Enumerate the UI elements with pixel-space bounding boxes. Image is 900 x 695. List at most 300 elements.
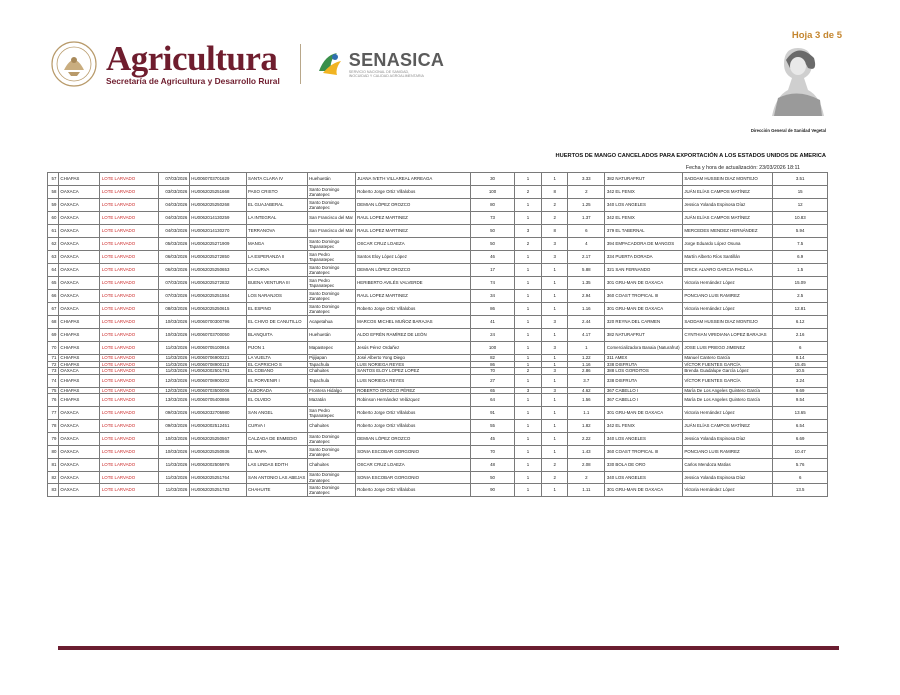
table-row bbox=[48, 342, 828, 355]
municipality-cell: Santo Domingo Zanatepec bbox=[307, 484, 355, 497]
orchard-name-cell: LA CURVA bbox=[246, 264, 307, 277]
packer-cell: 367 CABELLO I bbox=[605, 394, 682, 407]
hectares-cell: 70 bbox=[471, 446, 515, 459]
packer-cell: 338 DISFRUTA bbox=[605, 361, 682, 368]
col-a-cell: 1 bbox=[514, 355, 541, 362]
date-cell: 06/03/2026 bbox=[159, 251, 190, 264]
municipality-cell: Frontera Hidalgo bbox=[307, 387, 355, 394]
status-cell: LOTE LARVADO bbox=[100, 303, 159, 316]
hectares-cell: 73 bbox=[471, 212, 515, 225]
logo-divider bbox=[300, 44, 301, 84]
col-b-cell: 1 bbox=[542, 407, 568, 420]
state-cell: OAXACA bbox=[58, 420, 99, 433]
state-cell: CHIAPAS bbox=[58, 342, 99, 355]
col-a-cell: 2 bbox=[514, 368, 541, 375]
state-cell: OAXACA bbox=[58, 433, 99, 446]
status-cell: LOTE LARVADO bbox=[100, 407, 159, 420]
packer-cell: 367 CABELLO I bbox=[605, 387, 682, 394]
page-number: Hoja 3 de 5 bbox=[791, 30, 842, 41]
technician-cell: Jorge Eduardo López Osuna bbox=[682, 238, 773, 251]
status-cell: LOTE LARVADO bbox=[100, 472, 159, 484]
tons-cell: 10.47 bbox=[773, 446, 828, 459]
document-title: HUERTOS DE MANGO CANCELADOS PARA EXPORTACIÓN A LOS ESTADOS UNIDOS DE AMERICA bbox=[555, 153, 826, 159]
packer-cell: 330 BOLA DE ORO bbox=[605, 459, 682, 472]
date-cell: 12/03/2026 bbox=[159, 374, 190, 387]
row-number-cell: 65 bbox=[48, 277, 59, 290]
col-a-cell: 1 bbox=[514, 264, 541, 277]
table-row bbox=[48, 303, 828, 316]
hectares-cell: 65 bbox=[471, 387, 515, 394]
status-cell: LOTE LARVADO bbox=[100, 225, 159, 238]
status-cell: LOTE LARVADO bbox=[100, 238, 159, 251]
col-a-cell: 3 bbox=[514, 387, 541, 394]
senasica-title: SENASICA bbox=[348, 49, 445, 70]
row-number-cell: 60 bbox=[48, 212, 59, 225]
orchard-code-cell: HU0062002501791 bbox=[189, 368, 246, 375]
status-cell: LOTE LARVADO bbox=[100, 316, 159, 329]
producer-cell: SANTOS ELOY LOPEZ LOPEZ bbox=[355, 368, 471, 375]
col-a-cell: 1 bbox=[514, 303, 541, 316]
orchard-code-cell: HU0062025272832 bbox=[189, 277, 246, 290]
tons-cell: 2.5 bbox=[773, 290, 828, 303]
technician-cell: VÍCTOR FUENTES GARCÍA bbox=[682, 374, 773, 387]
orchard-name-cell: EL CHIVO DE CANUTILLO bbox=[246, 316, 307, 329]
technician-cell: Victoria Hernández López bbox=[682, 484, 773, 497]
table-row bbox=[48, 290, 828, 303]
col-a-cell: 1 bbox=[514, 342, 541, 355]
row-number-cell: 66 bbox=[48, 290, 59, 303]
orchard-code-cell: HU0062032705980 bbox=[189, 407, 246, 420]
technician-cell: María De Los Angeles Quintero García bbox=[682, 387, 773, 394]
producer-cell: Roberto Jorge Ortiz Villalobos bbox=[355, 186, 471, 199]
row-number-cell: 75 bbox=[48, 387, 59, 394]
technician-cell: SADDAM HUSSEIN DIAZ MONTEJO bbox=[682, 173, 773, 186]
col-b-cell: 3 bbox=[542, 342, 568, 355]
tons-cell: 6 bbox=[773, 472, 828, 484]
hectares-cell: 24 bbox=[471, 329, 515, 342]
col-b-cell: 1 bbox=[542, 329, 568, 342]
producer-cell: DEMIAN LÓPEZ OROZCO bbox=[355, 433, 471, 446]
packer-cell: 301 GRU-MAN DE OAXACA bbox=[605, 303, 682, 316]
packer-cell: 382 NATURAFRUT bbox=[605, 329, 682, 342]
date-cell: 11/03/2026 bbox=[159, 484, 190, 497]
table-row bbox=[48, 433, 828, 446]
orchard-name-cell: SAN ANTONIO LAS ABEJAS bbox=[246, 472, 307, 484]
tons-cell: 6.54 bbox=[773, 420, 828, 433]
technician-cell: SADDAM HUSSEIN DIAZ MONTEJO bbox=[682, 316, 773, 329]
packer-cell: 340 LOS ANGELES bbox=[605, 472, 682, 484]
percent-cell: 3.33 bbox=[568, 173, 605, 186]
municipality-cell: Huehuetán bbox=[307, 329, 355, 342]
hectares-cell: 80 bbox=[471, 199, 515, 212]
tons-cell: 3.24 bbox=[773, 374, 828, 387]
col-b-cell: 1 bbox=[542, 484, 568, 497]
status-cell: LOTE LARVADO bbox=[100, 342, 159, 355]
technician-cell: PONCIANO LUIS RAMIREZ bbox=[682, 290, 773, 303]
status-cell: LOTE LARVADO bbox=[100, 186, 159, 199]
table-row bbox=[48, 173, 828, 186]
row-number-cell: 71 bbox=[48, 355, 59, 362]
orchard-name-cell: LA INTEGRAL bbox=[246, 212, 307, 225]
col-b-cell: 3 bbox=[542, 251, 568, 264]
percent-cell: 4 bbox=[568, 238, 605, 251]
status-cell: LOTE LARVADO bbox=[100, 290, 159, 303]
municipality-cell: Chahuites bbox=[307, 420, 355, 433]
table-row bbox=[48, 472, 828, 484]
hectares-cell: 70 bbox=[471, 368, 515, 375]
state-cell: CHIAPAS bbox=[58, 316, 99, 329]
technician-cell: Jessica Yolanda Espinosa Díaz bbox=[682, 199, 773, 212]
producer-cell: José Alberto Yong Diego bbox=[355, 355, 471, 362]
table-row bbox=[48, 459, 828, 472]
orchard-name-cell: PASO CRISTO bbox=[246, 186, 307, 199]
col-a-cell: 1 bbox=[514, 433, 541, 446]
row-number-cell: 69 bbox=[48, 329, 59, 342]
tons-cell: 13.65 bbox=[773, 407, 828, 420]
table-row bbox=[48, 212, 828, 225]
date-cell: 10/03/2026 bbox=[159, 316, 190, 329]
orchard-code-cell: HU0062025272850 bbox=[189, 251, 246, 264]
orchard-code-cell: HU0062025250615 bbox=[189, 303, 246, 316]
technician-cell: VÍCTOR FUENTES GARCÍA bbox=[682, 361, 773, 368]
orchard-code-cell: HU0060708900113 bbox=[189, 361, 246, 368]
state-cell: OAXACA bbox=[58, 407, 99, 420]
orchard-code-cell: HU0062025251764 bbox=[189, 472, 246, 484]
date-cell: 11/03/2026 bbox=[159, 459, 190, 472]
orchard-name-cell: EL OLVIDO bbox=[246, 394, 307, 407]
packer-cell: 342 EL FENIX bbox=[605, 186, 682, 199]
packer-cell: 338 DISFRUTA bbox=[605, 374, 682, 387]
col-a-cell: 1 bbox=[514, 316, 541, 329]
status-cell: LOTE LARVADO bbox=[100, 173, 159, 186]
orchard-name-cell: EL COBANO bbox=[246, 368, 307, 375]
municipality-cell: Chahuites bbox=[307, 459, 355, 472]
producer-cell: RAUL LOPEZ MARTINEZ bbox=[355, 212, 471, 225]
technician-cell: ERICK ALVARO GARCIA PADILLA bbox=[682, 264, 773, 277]
state-cell: OAXACA bbox=[58, 472, 99, 484]
producer-cell: LUIS NORIEGA REYES bbox=[355, 374, 471, 387]
municipality-cell: Chahuites bbox=[307, 368, 355, 375]
producer-cell: LUIS NORIEGA REYES bbox=[355, 361, 471, 368]
col-b-cell: 1 bbox=[542, 420, 568, 433]
status-cell: LOTE LARVADO bbox=[100, 394, 159, 407]
date-cell: 10/03/2026 bbox=[159, 329, 190, 342]
producer-cell: Roberto Jorge Ortiz Villalobos bbox=[355, 420, 471, 433]
tons-cell: 10.83 bbox=[773, 212, 828, 225]
producer-cell: RAUL LOPEZ MARTINEZ bbox=[355, 290, 471, 303]
row-number-cell: 72 bbox=[48, 361, 59, 368]
technician-cell: Jessica Yolanda Espinosa Díaz bbox=[682, 433, 773, 446]
orchard-name-cell: SANTA CLARA IV bbox=[246, 173, 307, 186]
row-number-cell: 68 bbox=[48, 316, 59, 329]
percent-cell: 2.44 bbox=[568, 316, 605, 329]
municipality-cell: Santo Domingo Tapanatepec bbox=[307, 238, 355, 251]
col-b-cell: 2 bbox=[542, 459, 568, 472]
col-b-cell: 8 bbox=[542, 225, 568, 238]
technician-cell: JUÁN ELÍAS CAMPOS MATÍNEZ bbox=[682, 212, 773, 225]
table-row bbox=[48, 199, 828, 212]
orchard-code-cell: HU0062025251668 bbox=[189, 186, 246, 199]
tons-cell: 1.5 bbox=[773, 264, 828, 277]
col-b-cell: 1 bbox=[542, 173, 568, 186]
orchard-code-cell: HU0062025271909 bbox=[189, 238, 246, 251]
tons-cell: 15.09 bbox=[773, 277, 828, 290]
municipality-cell: Santo Domingo Zanatepec bbox=[307, 290, 355, 303]
status-cell: LOTE LARVADO bbox=[100, 264, 159, 277]
row-number-cell: 70 bbox=[48, 342, 59, 355]
orchard-code-cell: HU0062025250567 bbox=[189, 433, 246, 446]
hectares-cell: 100 bbox=[471, 342, 515, 355]
percent-cell: 4.62 bbox=[568, 387, 605, 394]
col-b-cell: 3 bbox=[542, 368, 568, 375]
tons-cell: 5.94 bbox=[773, 225, 828, 238]
hectares-cell: 41 bbox=[471, 316, 515, 329]
orchard-name-cell: EL GUAJABERAL bbox=[246, 199, 307, 212]
col-b-cell: 3 bbox=[542, 316, 568, 329]
packer-cell: 301 GRU-MAN DE OAXACA bbox=[605, 484, 682, 497]
row-number-cell: 83 bbox=[48, 484, 59, 497]
tons-cell: 9.54 bbox=[773, 394, 828, 407]
hectares-cell: 55 bbox=[471, 420, 515, 433]
producer-cell: MARCOS MICHEL MUÑOZ BARAJAS bbox=[355, 316, 471, 329]
producer-cell: Santos Eloy López López bbox=[355, 251, 471, 264]
date-cell: 10/03/2026 bbox=[159, 446, 190, 459]
row-number-cell: 81 bbox=[48, 459, 59, 472]
cancelled-orchards-table bbox=[47, 172, 828, 497]
producer-cell: RAUL LOPEZ MARTINEZ bbox=[355, 225, 471, 238]
technician-cell: JUÁN ELÍAS CAMPOS MATÍNEZ bbox=[682, 186, 773, 199]
date-cell: 03/03/2026 bbox=[159, 186, 190, 199]
orchard-code-cell: HU0060708900202 bbox=[189, 374, 246, 387]
orchard-code-cell: HU0060705100916 bbox=[189, 342, 246, 355]
percent-cell: 2.17 bbox=[568, 251, 605, 264]
agricultura-brand bbox=[106, 39, 280, 86]
orchard-code-cell: HU0062025251783 bbox=[189, 484, 246, 497]
row-number-cell: 62 bbox=[48, 238, 59, 251]
row-number-cell: 64 bbox=[48, 264, 59, 277]
tons-cell: 3.51 bbox=[773, 173, 828, 186]
status-cell: LOTE LARVADO bbox=[100, 277, 159, 290]
orchard-code-cell: HU0062002505976 bbox=[189, 459, 246, 472]
percent-cell: 5.88 bbox=[568, 264, 605, 277]
tons-cell: 15 bbox=[773, 186, 828, 199]
percent-cell: 2.22 bbox=[568, 433, 605, 446]
col-b-cell: 1 bbox=[542, 290, 568, 303]
status-cell: LOTE LARVADO bbox=[100, 355, 159, 362]
col-b-cell: 1 bbox=[542, 277, 568, 290]
date-cell: 04/03/2026 bbox=[159, 212, 190, 225]
date-cell: 11/03/2026 bbox=[159, 368, 190, 375]
technician-cell: Carlos Mendoza Matías bbox=[682, 459, 773, 472]
percent-cell: 1.16 bbox=[568, 303, 605, 316]
orchard-name-cell: EL ESPINO bbox=[246, 303, 307, 316]
municipality-cell: Santo Domingo Zanatepec bbox=[307, 303, 355, 316]
date-cell: 07/03/2026 bbox=[159, 277, 190, 290]
col-a-cell: 1 bbox=[514, 459, 541, 472]
state-cell: OAXACA bbox=[58, 212, 99, 225]
state-cell: OAXACA bbox=[58, 484, 99, 497]
table-row bbox=[48, 277, 828, 290]
tons-cell: 8.14 bbox=[773, 355, 828, 362]
col-b-cell: 3 bbox=[542, 387, 568, 394]
heroine-portrait-icon bbox=[768, 38, 828, 118]
date-cell: 12/03/2026 bbox=[159, 387, 190, 394]
technician-cell: Victoria Hernández López bbox=[682, 277, 773, 290]
row-number-cell: 82 bbox=[48, 472, 59, 484]
status-cell: LOTE LARVADO bbox=[100, 251, 159, 264]
municipality-cell: Mazatán bbox=[307, 394, 355, 407]
percent-cell: 2.94 bbox=[568, 290, 605, 303]
producer-cell: SONIA ESCOBAR GORGONIO bbox=[355, 472, 471, 484]
col-a-cell: 1 bbox=[514, 374, 541, 387]
state-cell: CHIAPAS bbox=[58, 173, 99, 186]
state-cell: OAXACA bbox=[58, 368, 99, 375]
col-a-cell: 2 bbox=[514, 238, 541, 251]
technician-cell: JUÁN ELÍAS CAMPOS MATÍNEZ bbox=[682, 420, 773, 433]
municipality-cell: Santo Domingo Zanatepec bbox=[307, 264, 355, 277]
packer-cell: 311 AMEX bbox=[605, 355, 682, 362]
orchard-name-cell: BUENA VENTURA III bbox=[246, 277, 307, 290]
table-row bbox=[48, 264, 828, 277]
state-cell: OAXACA bbox=[58, 238, 99, 251]
hectares-cell: 50 bbox=[471, 225, 515, 238]
tons-cell: 10.5 bbox=[773, 368, 828, 375]
col-b-cell: 8 bbox=[542, 186, 568, 199]
orchard-name-cell: CALZADA DE ENMEDIO bbox=[246, 433, 307, 446]
state-cell: CHIAPAS bbox=[58, 387, 99, 394]
col-a-cell: 1 bbox=[514, 420, 541, 433]
municipality-cell: San Pedro Tapanatepec bbox=[307, 251, 355, 264]
hectares-cell: 100 bbox=[471, 186, 515, 199]
percent-cell: 6 bbox=[568, 225, 605, 238]
col-b-cell: 1 bbox=[542, 361, 568, 368]
percent-cell: 1.25 bbox=[568, 199, 605, 212]
orchard-code-cell: HU0062025250268 bbox=[189, 199, 246, 212]
packer-cell: 301 GRU-MAN DE OAXACA bbox=[605, 407, 682, 420]
tons-cell: 6.9 bbox=[773, 251, 828, 264]
orchard-code-cell: HU0060706900221 bbox=[189, 355, 246, 362]
table-row bbox=[48, 446, 828, 459]
percent-cell: 4.17 bbox=[568, 329, 605, 342]
orchard-name-cell: EL MAPA bbox=[246, 446, 307, 459]
state-cell: CHIAPAS bbox=[58, 329, 99, 342]
producer-cell: Jesús Pérez Ordañez bbox=[355, 342, 471, 355]
footer-rule bbox=[58, 646, 839, 650]
status-cell: LOTE LARVADO bbox=[100, 368, 159, 375]
orchard-name-cell: BLANQUITA bbox=[246, 329, 307, 342]
state-cell: OAXACA bbox=[58, 199, 99, 212]
status-cell: LOTE LARVADO bbox=[100, 212, 159, 225]
direction-label: Dirección General de Sanidad Vegetal bbox=[750, 128, 826, 133]
municipality-cell: San Francisco del Mar bbox=[307, 225, 355, 238]
municipality-cell: San Pedro Tapanatepec bbox=[307, 277, 355, 290]
col-b-cell: 1 bbox=[542, 394, 568, 407]
col-a-cell: 1 bbox=[514, 407, 541, 420]
row-number-cell: 67 bbox=[48, 303, 59, 316]
hectares-cell: 50 bbox=[471, 238, 515, 251]
orchard-code-cell: HU0062014130270 bbox=[189, 225, 246, 238]
status-cell: LOTE LARVADO bbox=[100, 361, 159, 368]
status-cell: LOTE LARVADO bbox=[100, 446, 159, 459]
producer-cell: OSCAR CRUZ LOAEZA bbox=[355, 459, 471, 472]
row-number-cell: 73 bbox=[48, 368, 59, 375]
row-number-cell: 80 bbox=[48, 446, 59, 459]
col-a-cell: 1 bbox=[514, 361, 541, 368]
col-a-cell: 1 bbox=[514, 472, 541, 484]
percent-cell: 1.43 bbox=[568, 446, 605, 459]
col-a-cell: 1 bbox=[514, 212, 541, 225]
packer-cell: 334 PUERTA DORADA bbox=[605, 251, 682, 264]
update-timestamp: Fecha y hora de actualización: 23/03/2026 18:11 bbox=[685, 165, 800, 171]
hectares-cell: 17 bbox=[471, 264, 515, 277]
orchard-name-cell: ALBORADA bbox=[246, 387, 307, 394]
orchard-code-cell: HU0060703701629 bbox=[189, 173, 246, 186]
tons-cell: 6.12 bbox=[773, 316, 828, 329]
percent-cell: 1.37 bbox=[568, 212, 605, 225]
brand-subtitle: Secretaría de Agricultura y Desarrollo Rural bbox=[106, 76, 280, 86]
date-cell: 04/03/2026 bbox=[159, 225, 190, 238]
header-logos bbox=[50, 40, 444, 88]
municipality-cell: Santo Domingo Zanatepec bbox=[307, 446, 355, 459]
date-cell: 11/03/2026 bbox=[159, 472, 190, 484]
packer-cell: 340 LOS ANGELES bbox=[605, 199, 682, 212]
technician-cell: MERCEDES MENDEZ HERNÁNDEZ bbox=[682, 225, 773, 238]
col-a-cell: 1 bbox=[514, 277, 541, 290]
producer-cell: ROBERTO OROZCO PÉREZ bbox=[355, 387, 471, 394]
col-b-cell: 2 bbox=[542, 472, 568, 484]
tons-cell: 9.69 bbox=[773, 387, 828, 394]
percent-cell: 1.16 bbox=[568, 361, 605, 368]
percent-cell: 1 bbox=[568, 342, 605, 355]
percent-cell: 2.08 bbox=[568, 459, 605, 472]
orchard-name-cell: LA VUELTA bbox=[246, 355, 307, 362]
orchard-code-cell: HU0062002512451 bbox=[189, 420, 246, 433]
producer-cell: HERIBERTO AVILÉS VALVERDE bbox=[355, 277, 471, 290]
technician-cell: CYNTHIAN VIRIDIANA LOPEZ BARAJAS bbox=[682, 329, 773, 342]
municipality-cell: Santo Domingo Zanatepec bbox=[307, 199, 355, 212]
col-b-cell: 3 bbox=[542, 238, 568, 251]
hectares-cell: 48 bbox=[471, 459, 515, 472]
col-a-cell: 1 bbox=[514, 199, 541, 212]
state-cell: OAXACA bbox=[58, 446, 99, 459]
packer-cell: 360 COAST TROPICAL III bbox=[605, 290, 682, 303]
hectares-cell: 82 bbox=[471, 355, 515, 362]
row-number-cell: 76 bbox=[48, 394, 59, 407]
status-cell: LOTE LARVADO bbox=[100, 484, 159, 497]
mexico-emblem-icon bbox=[50, 40, 98, 88]
percent-cell: 2 bbox=[568, 472, 605, 484]
row-number-cell: 78 bbox=[48, 420, 59, 433]
date-cell: 06/03/2026 bbox=[159, 264, 190, 277]
orchard-code-cell: HU0060703700050 bbox=[189, 329, 246, 342]
municipality-cell: Huehuetán bbox=[307, 173, 355, 186]
packer-cell: 342 EL FENIX bbox=[605, 212, 682, 225]
tons-cell: 13.5 bbox=[773, 484, 828, 497]
col-b-cell: 1 bbox=[542, 374, 568, 387]
packer-cell: 382 NATURAFRUT bbox=[605, 173, 682, 186]
col-b-cell: 1 bbox=[542, 433, 568, 446]
municipality-cell: Santo Domingo Zanatepec bbox=[307, 472, 355, 484]
packer-cell: 320 REYNA DEL CARMEN bbox=[605, 316, 682, 329]
status-cell: LOTE LARVADO bbox=[100, 374, 159, 387]
packer-cell: 388 LOS GORDITOS bbox=[605, 368, 682, 375]
row-number-cell: 74 bbox=[48, 374, 59, 387]
state-cell: CHIAPAS bbox=[58, 394, 99, 407]
row-number-cell: 57 bbox=[48, 173, 59, 186]
tons-cell: 6.69 bbox=[773, 433, 828, 446]
row-number-cell: 79 bbox=[48, 433, 59, 446]
hectares-cell: 86 bbox=[471, 361, 515, 368]
